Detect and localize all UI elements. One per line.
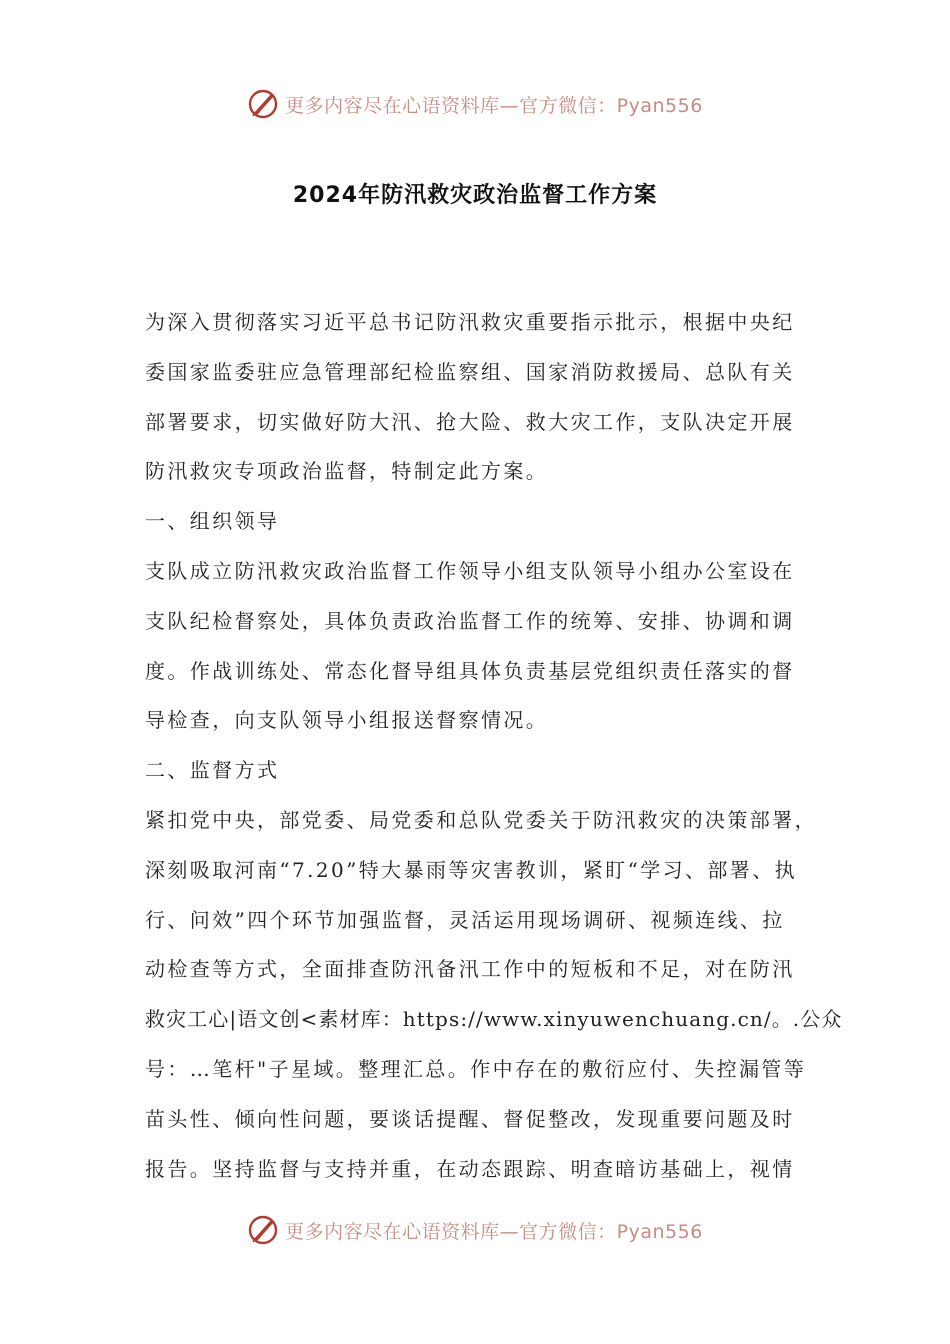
- section-heading: 一、组织领导: [145, 509, 280, 534]
- text-line: 支队成立防汛救灾政治监督工作领导小组支队领导小组办公室设在: [145, 558, 795, 583]
- section-heading: 二、监督方式: [145, 758, 280, 783]
- text-line: 防汛救灾专项政治监督，特制定此方案。: [145, 459, 549, 484]
- quill-pen-icon: [247, 88, 279, 120]
- header-banner-text: 更多内容尽在心语资料库—官方微信：Pyan556: [285, 94, 703, 117]
- text-line: 委国家监委驻应急管理部纪检监察组、国家消防救援局、总队有关: [145, 359, 795, 384]
- text-line: 报告。坚持监督与支持并重，在动态跟踪、明查暗访基础上，视情: [145, 1156, 795, 1181]
- footer-banner: [0, 1210, 950, 1250]
- text-line: 动检查等方式，全面排查防汛备汛工作中的短板和不足，对在防汛: [145, 957, 795, 982]
- text-line: 支队纪检督察处，具体负责政治监督工作的统筹、安排、协调和调: [145, 608, 795, 633]
- text-line: 导检查，向支队领导小组报送督察情况。: [145, 708, 549, 733]
- text-line: 度。作战训练处、常态化督导组具体负责基层党组织责任落实的督: [145, 658, 795, 683]
- text-line: 号：…笔杆"子星域。整理汇总。作中存在的敷衍应付、失控漏管等: [145, 1056, 807, 1081]
- header-banner: [0, 84, 950, 124]
- quill-pen-icon: [247, 1214, 279, 1246]
- page-title: 2024年防汛救灾政治监督工作方案: [292, 183, 658, 208]
- text-line: 苗头性、倾向性问题，要谈话提醒、督促整改，发现重要问题及时: [145, 1106, 795, 1131]
- text-line: 深刻吸取河南“7.20”特大暴雨等灾害教训，紧盯“学习、部署、执: [145, 857, 798, 882]
- text-line: 紧扣党中央，部党委、局党委和总队党委关于防汛救灾的决策部署，: [145, 807, 817, 832]
- text-line: 救灾工心|语文创<素材库：https://www.xinyuwenchuang.cn/。.公众: [145, 1007, 843, 1032]
- text-line: 为深入贯彻落实习近平总书记防汛救灾重要指示批示，根据中央纪: [145, 310, 795, 334]
- document-body: [145, 298, 843, 1194]
- text-line: 部署要求，切实做好防大汛、抢大险、救大灾工作，支队决定开展: [145, 409, 795, 434]
- text-line: 行、问效”四个环节加强监督，灵活运用现场调研、视频连线、拉: [145, 907, 785, 932]
- footer-banner-text: 更多内容尽在心语资料库—官方微信：Pyan556: [285, 1220, 703, 1243]
